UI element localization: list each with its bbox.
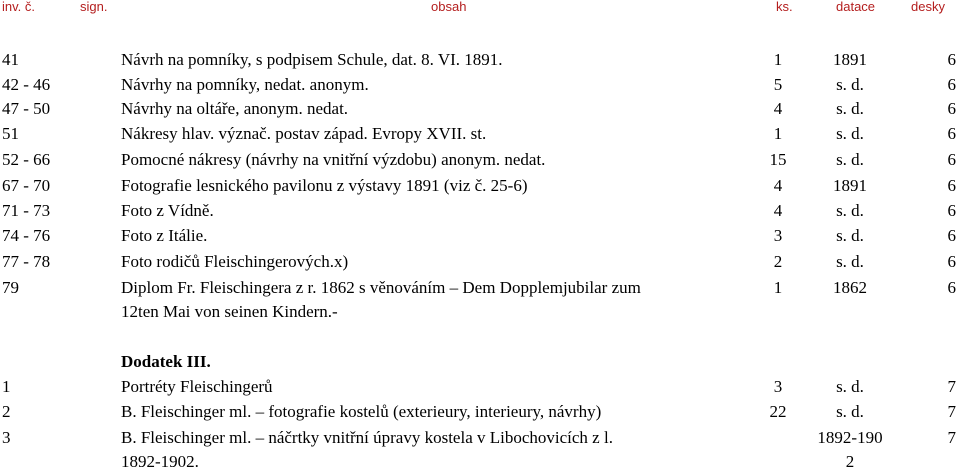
obsah-cell: Návrhy na oltáře, anonym. nedat.	[121, 99, 349, 118]
obsah-cell: Pomocné nákresy (návrhy na vnitřní výzdobu) anonym. nedat.	[121, 150, 546, 169]
obsah-cell: Foto rodičů Fleischingerových.x)	[121, 252, 349, 271]
obsah-cell: Návrhy na pomníky, nedat. anonym.	[121, 75, 369, 94]
desky-cell: 6	[947, 201, 956, 220]
desky-cell: 6	[947, 150, 956, 169]
ks-cell: 4	[773, 201, 783, 220]
header-desky: desky	[911, 0, 945, 14]
header-inv: inv. č.	[2, 0, 35, 14]
ks-cell: 1	[773, 124, 783, 143]
ks-cell: 1	[773, 278, 783, 297]
obsah-cell-continuation: 1892-1902.	[121, 452, 199, 471]
obsah-cell: Návrh na pomníky, s podpisem Schule, dat. 8. VI. 1891.	[121, 50, 503, 69]
datace-cell: s. d.	[836, 124, 864, 143]
ks-cell: 15	[769, 150, 787, 169]
obsah-cell: B. Fleischinger ml. – fotografie kostelů (exterieury, interieury, návrhy)	[121, 402, 602, 421]
datace-cell: 1892-190	[817, 428, 883, 447]
desky-cell: 7	[947, 402, 956, 421]
desky-cell: 6	[947, 226, 956, 245]
ks-cell: 3	[773, 377, 783, 396]
datace-cell: s. d.	[836, 150, 864, 169]
datace-cell: s. d.	[836, 99, 864, 118]
ks-cell: 4	[773, 99, 783, 118]
desky-cell: 6	[947, 176, 956, 195]
desky-cell: 6	[947, 278, 956, 297]
section-title: Dodatek III.	[121, 352, 211, 371]
desky-cell: 6	[947, 124, 956, 143]
inv-cell: 71 - 73	[2, 201, 51, 220]
inv-cell: 79	[2, 278, 19, 297]
desky-cell: 7	[947, 428, 956, 447]
datace-cell: 1891	[833, 50, 867, 69]
header-sign: sign.	[80, 0, 108, 14]
desky-cell: 6	[947, 99, 956, 118]
obsah-cell: B. Fleischinger ml. – náčrtky vnitřní úpravy kostela v Libochovicích z l.	[121, 428, 613, 447]
datace-cell: s. d.	[836, 75, 864, 94]
ks-cell: 1	[773, 50, 783, 69]
datace-cell: 1862	[833, 278, 867, 297]
ks-cell: 2	[773, 252, 783, 271]
inv-cell: 74 - 76	[2, 226, 51, 245]
ks-cell: 4	[773, 176, 783, 195]
obsah-cell-continuation: 12ten Mai von seinen Kindern.-	[121, 302, 338, 321]
header-obsah: obsah	[431, 0, 467, 14]
obsah-cell: Diplom Fr. Fleischingera z r. 1862 s věnováním – Dem Dopplemjubilar zum	[121, 278, 641, 297]
desky-cell: 6	[947, 75, 956, 94]
datace-cell: s. d.	[836, 226, 864, 245]
desky-cell: 7	[947, 377, 956, 396]
ks-cell: 22	[769, 402, 787, 421]
obsah-cell: Fotografie lesnického pavilonu z výstavy 1891 (viz č. 25-6)	[121, 176, 528, 195]
inv-cell: 3	[2, 428, 11, 447]
inv-cell: 52 - 66	[2, 150, 51, 169]
datace-cell: s. d.	[836, 377, 864, 396]
desky-cell: 6	[947, 50, 956, 69]
inv-cell: 41	[2, 50, 19, 69]
datace-cell-continuation: 2	[845, 452, 855, 471]
obsah-cell: Portréty Fleischingerů	[121, 377, 273, 396]
inv-cell: 77 - 78	[2, 252, 51, 271]
ks-cell: 3	[773, 226, 783, 245]
datace-cell: s. d.	[836, 252, 864, 271]
datace-cell: 1891	[833, 176, 867, 195]
ks-cell: 5	[773, 75, 783, 94]
inv-cell: 1	[2, 377, 11, 396]
desky-cell: 6	[947, 252, 956, 271]
inv-cell: 67 - 70	[2, 176, 51, 195]
obsah-cell: Foto z Itálie.	[121, 226, 208, 245]
inv-cell: 47 - 50	[2, 99, 51, 118]
inv-cell: 51	[2, 124, 19, 143]
inv-cell: 2	[2, 402, 11, 421]
datace-cell: s. d.	[836, 201, 864, 220]
header-ks: ks.	[776, 0, 793, 14]
obsah-cell: Nákresy hlav. význač. postav západ. Evropy XVII. st.	[121, 124, 487, 143]
datace-cell: s. d.	[836, 402, 864, 421]
header-datace: datace	[836, 0, 876, 14]
obsah-cell: Foto z Vídně.	[121, 201, 214, 220]
inv-cell: 42 - 46	[2, 75, 51, 94]
